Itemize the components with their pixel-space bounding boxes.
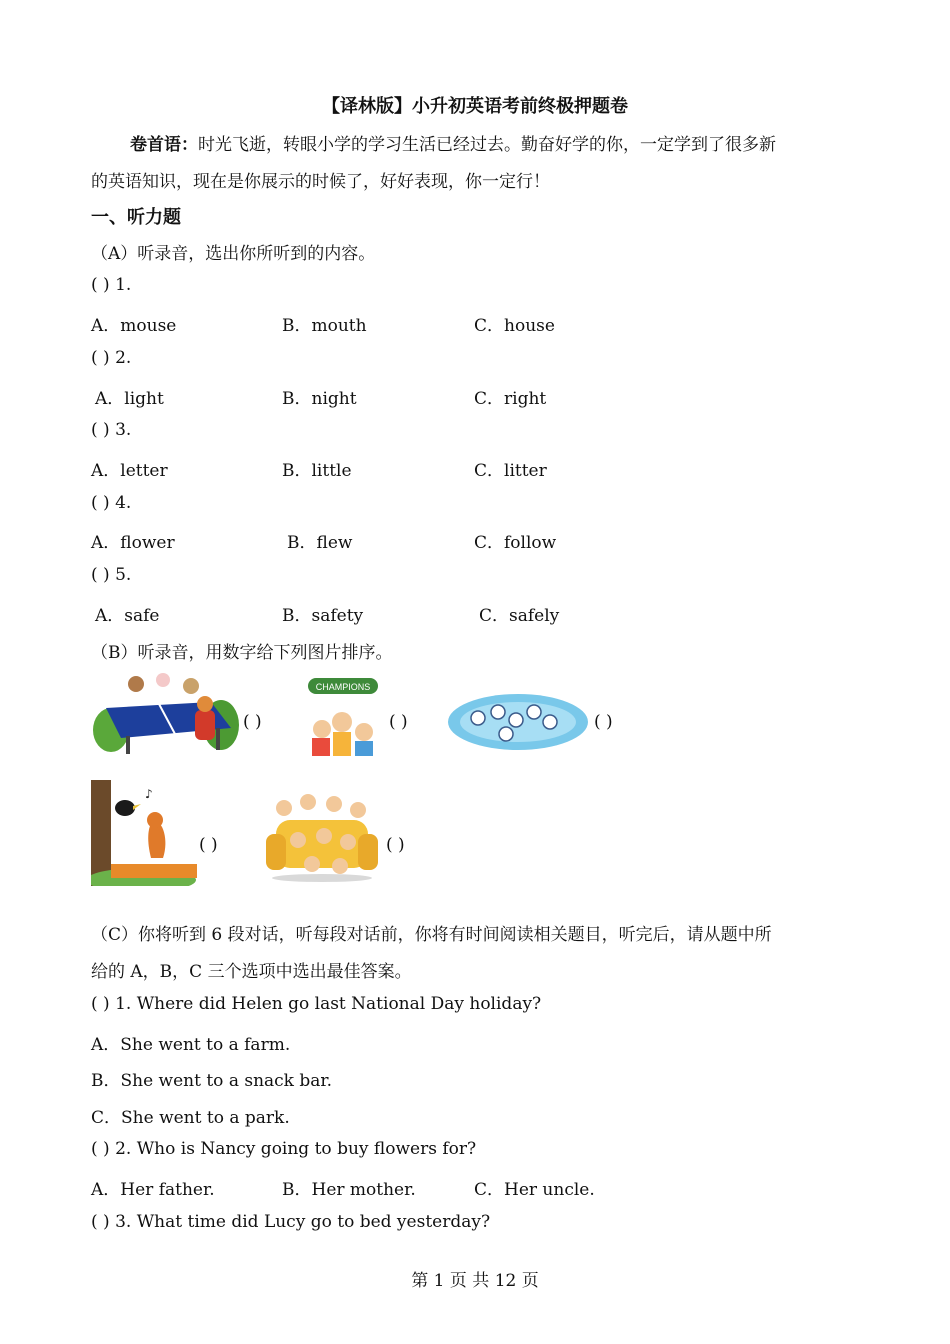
question-stem: ( ) 2. bbox=[91, 348, 132, 368]
option-a: A．mouse bbox=[91, 316, 177, 336]
option-c: C．She went to a park. bbox=[91, 1108, 290, 1128]
option-c: C．right bbox=[474, 389, 547, 409]
option-b: B．She went to a snack bar. bbox=[91, 1071, 333, 1091]
crow-and-fox-picture bbox=[91, 780, 197, 886]
option-c: C．Her uncle. bbox=[474, 1180, 595, 1200]
part-a-instruction: （A）听录音，选出你所听到的内容。 bbox=[91, 244, 376, 264]
option-a: A．flower bbox=[91, 533, 175, 553]
part-b-instruction: （B）听录音，用数字给下列图片排序。 bbox=[91, 643, 393, 663]
preface-label: 卷首语： bbox=[130, 135, 198, 155]
question-stem: ( ) 3. What time did Lucy go to bed yesterday? bbox=[91, 1212, 491, 1232]
champions-picture bbox=[300, 674, 385, 760]
preface-line-1 bbox=[130, 130, 776, 155]
question-stem: ( ) 5. bbox=[91, 565, 132, 585]
option-b: B．safety bbox=[282, 606, 364, 626]
question-stem: ( ) 1. Where did Helen go last National Day holiday? bbox=[91, 994, 542, 1014]
children-on-sofa-picture bbox=[262, 790, 382, 882]
part-c-instruction-2: 给的 A，B，C 三个选项中选出最佳答案。 bbox=[91, 962, 412, 982]
table-tennis-picture bbox=[91, 670, 241, 758]
pond-picture bbox=[446, 690, 591, 754]
question-stem: ( ) 3. bbox=[91, 420, 132, 440]
option-c: C．house bbox=[474, 316, 555, 336]
option-a: A．letter bbox=[91, 461, 168, 481]
answer-blank[interactable]: ( ) bbox=[386, 835, 405, 855]
preface-line-2: 的英语知识，现在是你展示的时候了，好好表现，你一定行！ bbox=[91, 172, 550, 192]
page-title: 【译林版】小升初英语考前终极押题卷 bbox=[322, 96, 628, 117]
option-b: B．mouth bbox=[282, 316, 367, 336]
question-stem: ( ) 1. bbox=[91, 275, 132, 295]
option-c: C．safely bbox=[479, 606, 560, 626]
option-b: B．Her mother. bbox=[282, 1180, 416, 1200]
section-heading-listening: 一、听力题 bbox=[91, 207, 181, 228]
question-stem: ( ) 2. Who is Nancy going to buy flowers for? bbox=[91, 1139, 477, 1159]
option-a: A．She went to a farm. bbox=[91, 1035, 291, 1055]
answer-blank[interactable]: ( ) bbox=[199, 835, 218, 855]
music-note-icon: ♪ bbox=[145, 787, 153, 801]
part-c-instruction-1: （C）你将听到 6 段对话，听每段对话前，你将有时间阅读相关题目，听完后，请从题中所 bbox=[91, 925, 772, 945]
option-b: B．flew bbox=[287, 533, 353, 553]
answer-blank[interactable]: ( ) bbox=[243, 712, 262, 732]
option-a: A．Her father. bbox=[91, 1180, 215, 1200]
champions-banner-text: CHAMPIONS bbox=[315, 682, 371, 692]
question-stem: ( ) 4. bbox=[91, 493, 132, 513]
option-c: C．litter bbox=[474, 461, 547, 481]
option-b: B．little bbox=[282, 461, 352, 481]
option-a: A．light bbox=[95, 389, 164, 409]
option-b: B．night bbox=[282, 389, 357, 409]
option-c: C．follow bbox=[474, 533, 557, 553]
option-a: A．safe bbox=[95, 606, 160, 626]
page-footer: 第 1 页 共 12 页 bbox=[411, 1271, 539, 1291]
preface-text-1: 时光飞逝，转眼小学的学习生活已经过去。勤奋好学的你，一定学到了很多新 bbox=[198, 135, 776, 155]
answer-blank[interactable]: ( ) bbox=[594, 712, 613, 732]
answer-blank[interactable]: ( ) bbox=[389, 712, 408, 732]
